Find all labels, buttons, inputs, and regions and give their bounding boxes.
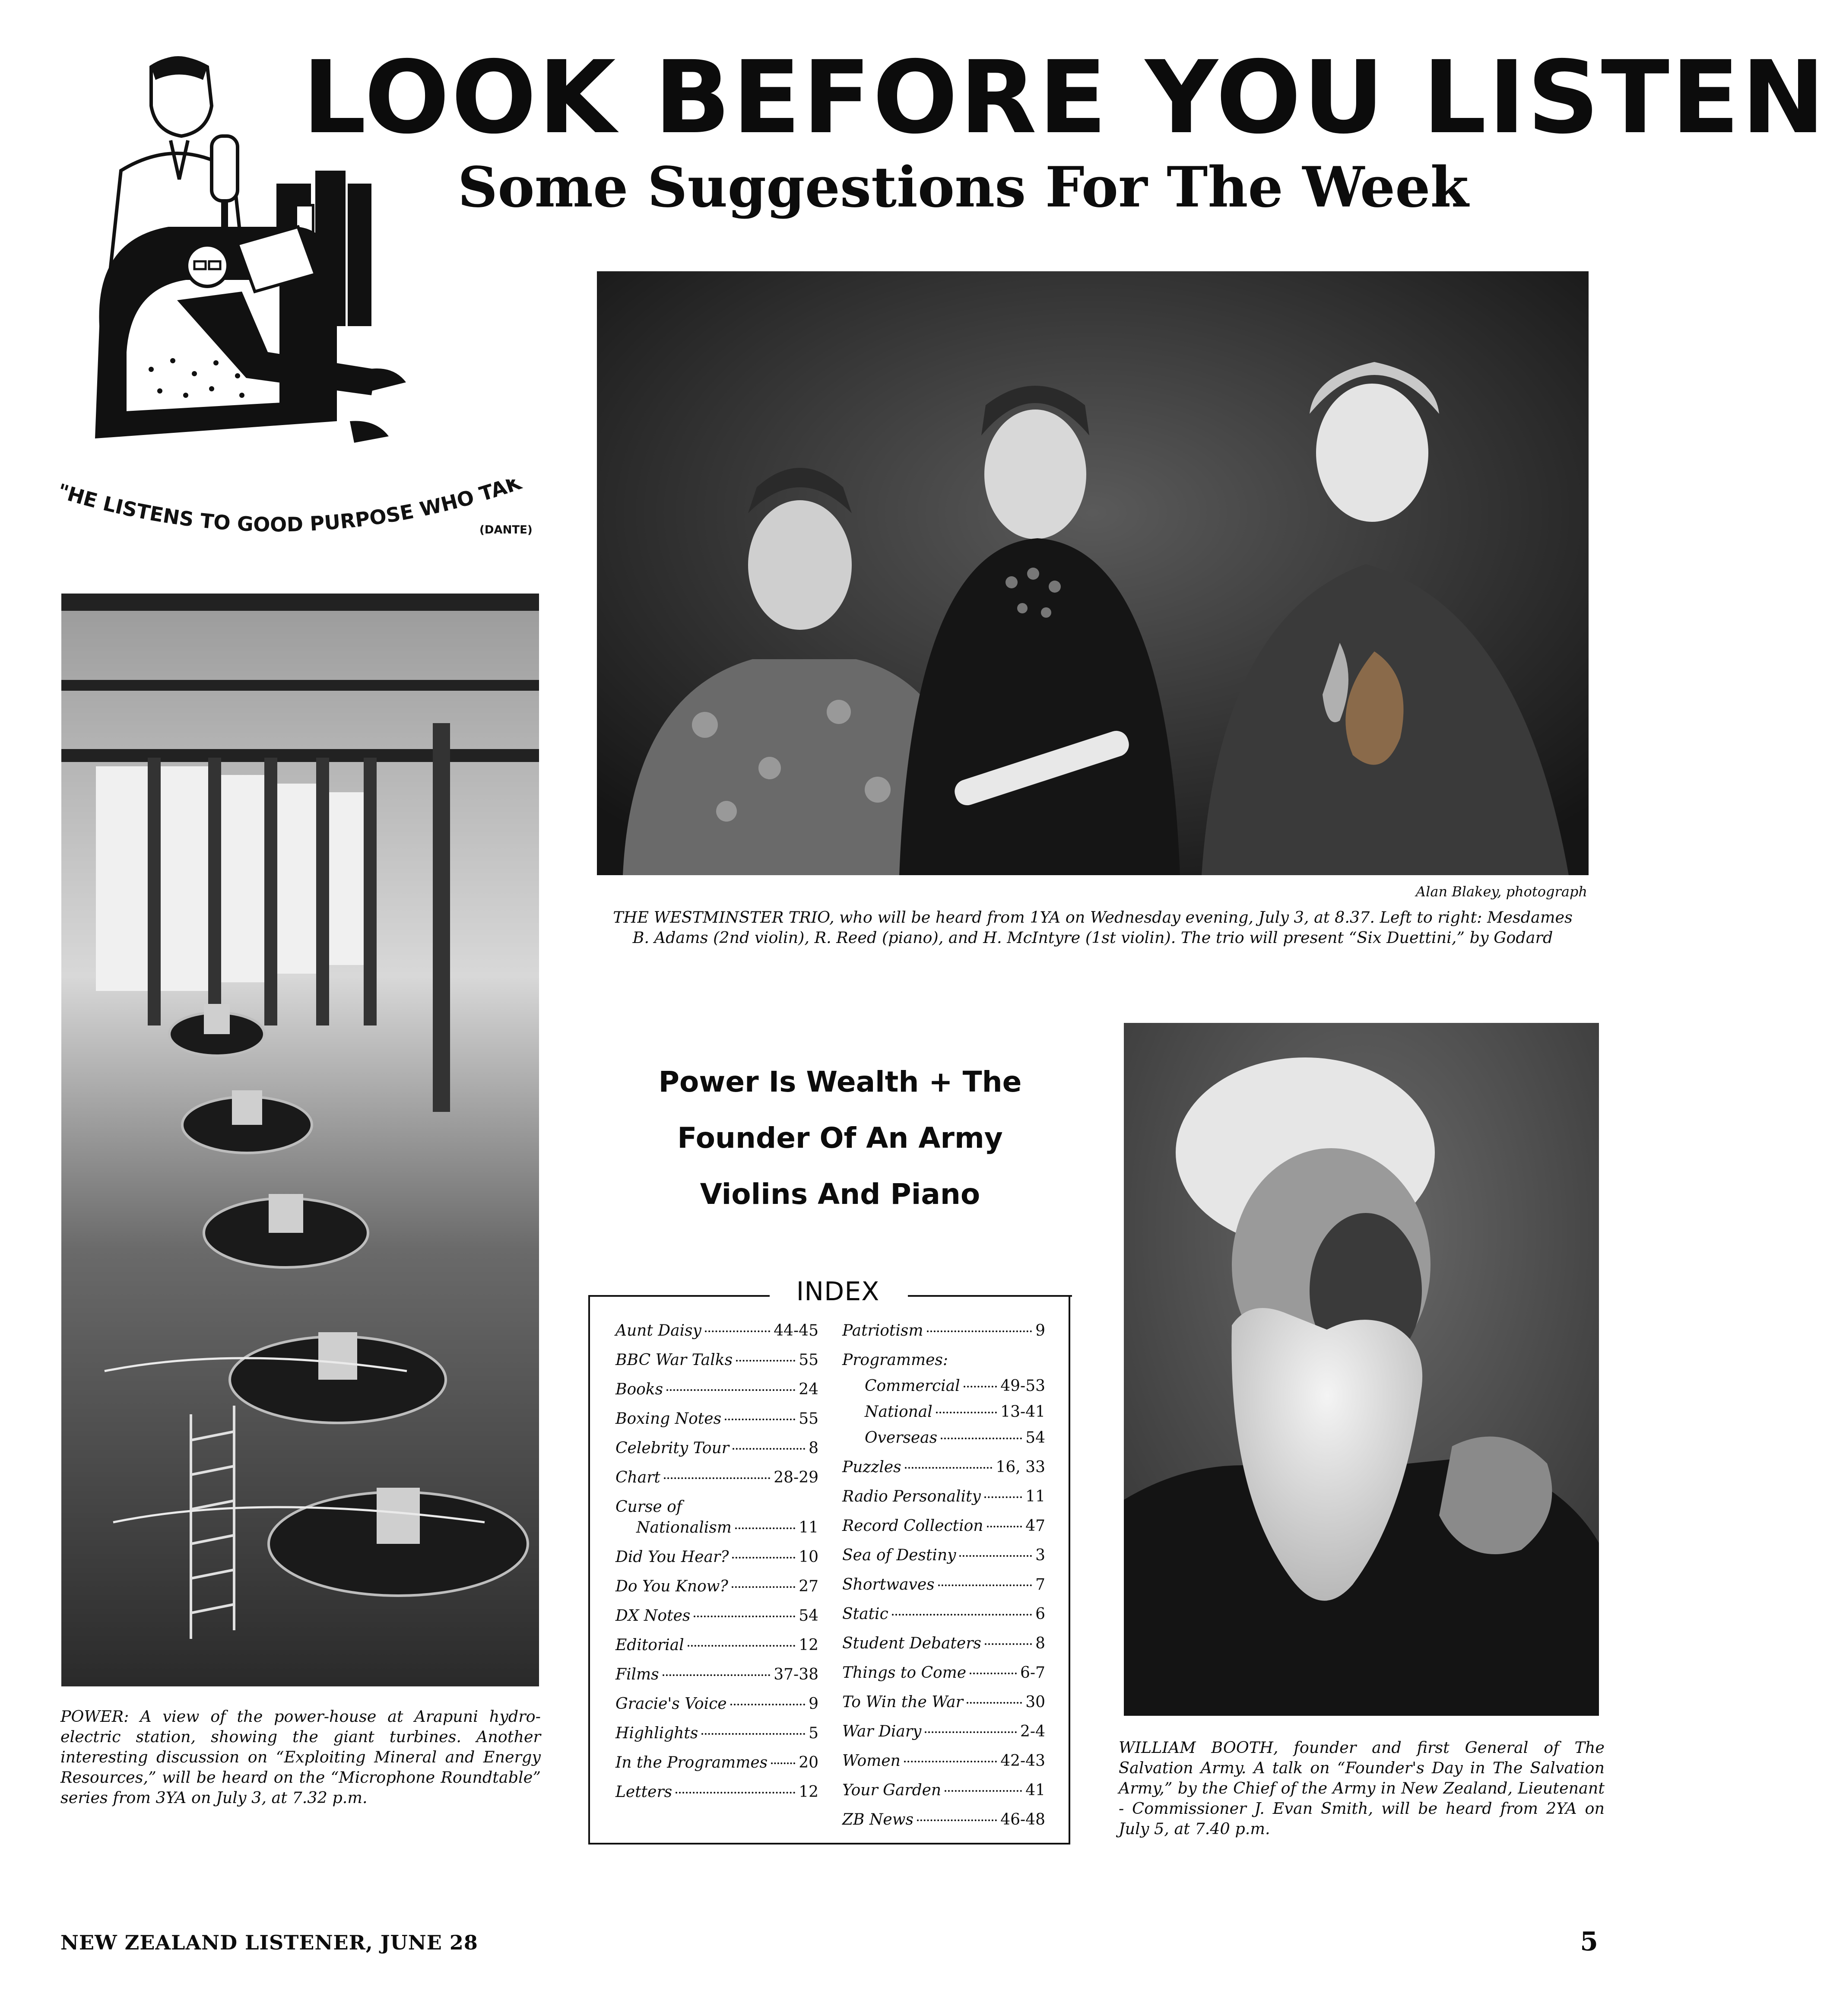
index-entry: War Diary 2-4 [842, 1723, 1045, 1740]
index-entry: To Win the War 30 [842, 1693, 1045, 1711]
index-entry: Commercial 49-53 [865, 1377, 1045, 1395]
index-entry: Letters 12 [615, 1783, 818, 1801]
index-entry: Programmes: [842, 1351, 948, 1369]
cartoon-attribution: (DANTE) [479, 524, 533, 537]
index-entry: National 13-41 [865, 1403, 1045, 1421]
william-booth-photo [1124, 1023, 1599, 1716]
page-number: 5 [1580, 1927, 1598, 1957]
index-entry: ZB News 46-48 [842, 1811, 1045, 1829]
index-entry: Things to Come 6-7 [842, 1664, 1045, 1682]
index-entry: Books 24 [615, 1381, 818, 1398]
svg-text:"HE LISTENS TO GOOD PURPOSE WH [48, 479, 525, 536]
cartoon-motto [48, 479, 536, 557]
index-column-left [615, 1322, 818, 1813]
feature-headlines [600, 1054, 1080, 1222]
index-entry: Boxing Notes 55 [615, 1410, 818, 1428]
publication-footer: NEW ZEALAND LISTENER, JUNE 28 [60, 1931, 478, 1954]
index-entry: DX Notes 54 [615, 1607, 818, 1625]
index-entry: Overseas 54 [865, 1429, 1045, 1447]
index-entry: Your Garden 41 [842, 1781, 1045, 1799]
index-entry: Sea of Destiny 3 [842, 1546, 1045, 1564]
william-booth-caption: WILLIAM BOOTH, founder and first General of The Salvation Army. A talk on “Founder's Day in The Salvation Army,” by the Chief of the Army in New Zealand, Lieutenant - Commissioner J. Evan Smith, will be heard from 2YA on July 5, at 7.40 p.m. [1119, 1738, 1605, 1838]
index-entry: Curse of [615, 1498, 682, 1516]
index-entry: Chart 28-29 [615, 1469, 818, 1486]
index-entry: Did You Hear? 10 [615, 1548, 818, 1566]
trio-caption: THE WESTMINSTER TRIO, who will be heard from 1YA on Wednesday evening, July 3, at 8.37. Left to right: Mesdames B. Adams (2nd violin), R. Reed (piano), and H. McIntyre (1st violin). The trio will present “Six Duettini,” by Godard [613, 908, 1573, 947]
westminster-trio-photo [597, 271, 1589, 875]
index-entry: Do You Know? 27 [615, 1578, 818, 1595]
feature-headline-1: Power Is Wealth + The [658, 1065, 1022, 1098]
index-title: INDEX [796, 1276, 880, 1307]
index-entry: Editorial 12 [615, 1636, 818, 1654]
index-entry: Aunt Daisy 44-45 [615, 1322, 818, 1340]
index-entry: Student Debaters 8 [842, 1635, 1045, 1652]
index-entry: In the Programmes 20 [615, 1754, 818, 1772]
index-entry: Highlights 5 [615, 1724, 818, 1742]
trio-photo-credit: Alan Blakey, photograph [1416, 883, 1587, 900]
feature-headline-2: Founder Of An Army [677, 1121, 1003, 1155]
index-entry: Gracie's Voice 9 [615, 1695, 818, 1713]
power-house-caption: POWER: A view of the power-house at Arapuni hydro-electric station, showing the giant turbines. Another interesting discussion on “Exploiting Mineral and Energy Resources,” will be heard on the “Microphone Roundtable” series from 3YA on July 3, at 7.32 p.m. [60, 1707, 541, 1807]
index-entry: Celebrity Tour 8 [615, 1439, 818, 1457]
index-entry: Nationalism 11 [636, 1519, 818, 1537]
cartoon-illustration [48, 41, 536, 551]
index-entry: BBC War Talks 55 [615, 1351, 818, 1369]
index-column-right [842, 1322, 1045, 1840]
index-entry: Static 6 [842, 1605, 1045, 1623]
feature-headline-3: Violins And Piano [700, 1178, 980, 1211]
power-house-photo [61, 594, 539, 1686]
cartoon-motto-text: "HE LISTENS TO GOOD PURPOSE WHO TAK [54, 479, 524, 537]
index-entry: Puzzles 16, 33 [842, 1458, 1045, 1476]
index-entry: Shortwaves 7 [842, 1576, 1045, 1594]
page-subheadline: Some Suggestions For The Week [457, 155, 1469, 220]
index-entry: Radio Personality 11 [842, 1488, 1045, 1505]
page-headline: LOOK BEFORE YOU LISTEN [302, 39, 1827, 156]
index-entry: Films 37-38 [615, 1666, 818, 1683]
index-entry: Patriotism 9 [842, 1322, 1045, 1340]
index-entry: Women 42-43 [842, 1752, 1045, 1770]
index-entry: Record Collection 47 [842, 1517, 1045, 1535]
